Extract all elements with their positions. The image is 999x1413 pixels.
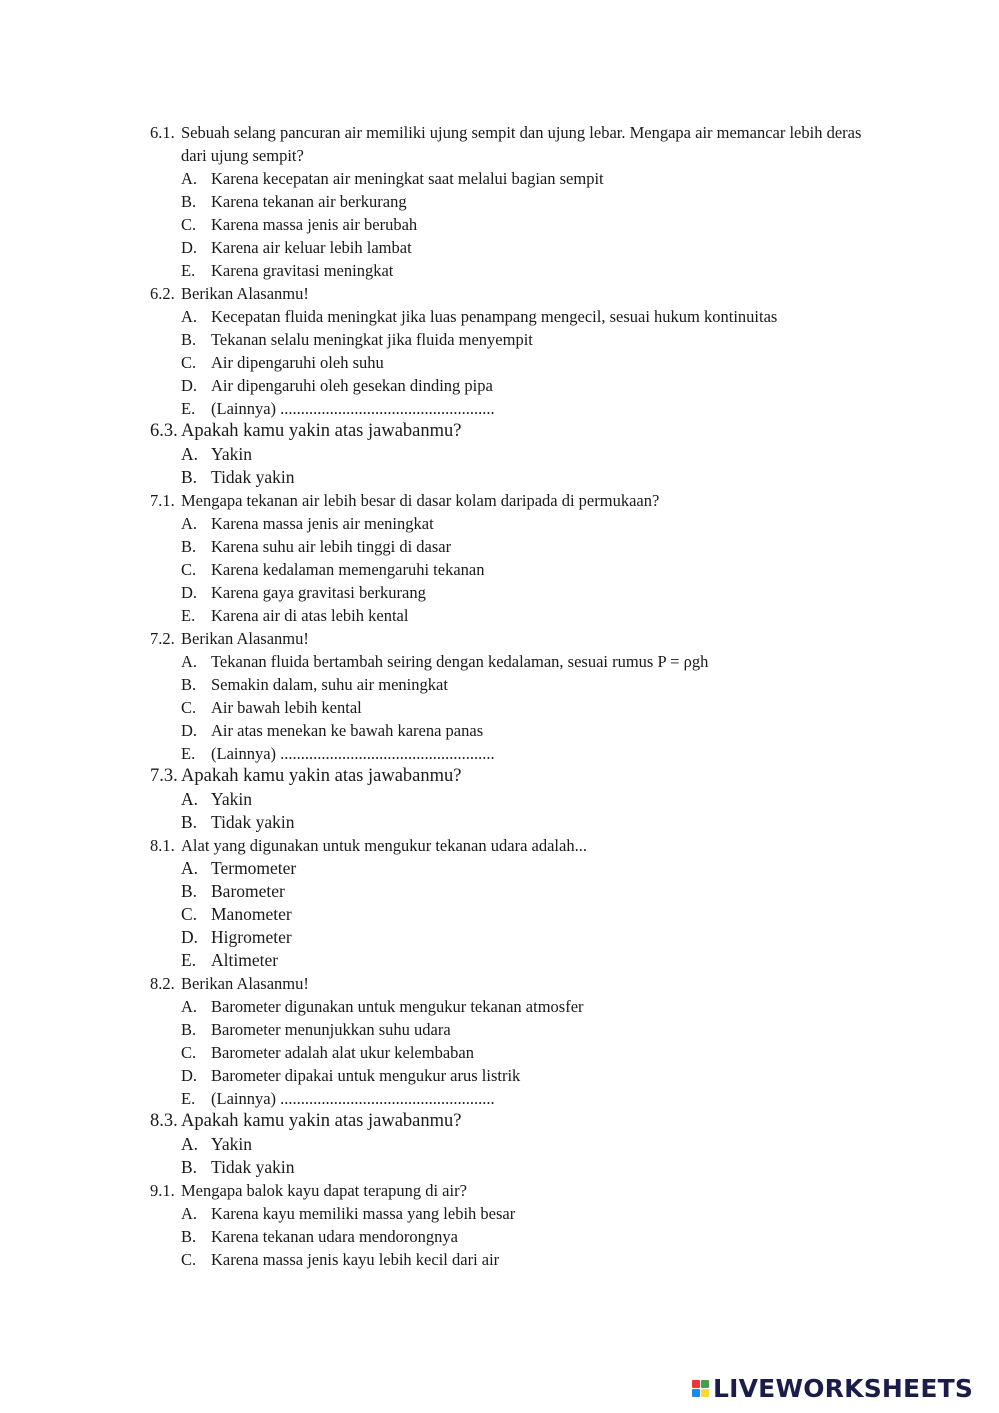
option-letter: D.	[181, 238, 198, 257]
option-6-1-e[interactable]	[150, 259, 890, 282]
option-text: Altimeter	[211, 950, 279, 970]
option-text: Termometer	[211, 858, 297, 878]
logo-square-yellow	[701, 1389, 709, 1397]
option-9-1-c[interactable]	[150, 1248, 890, 1271]
question-6-1	[150, 121, 890, 167]
option-letter: E.	[181, 1089, 196, 1108]
question-text: Berikan Alasanmu!	[181, 974, 309, 993]
option-letter: E.	[181, 950, 197, 970]
option-letter: D.	[181, 721, 198, 740]
question-number: 9.1.	[150, 1181, 175, 1200]
option-7-2-a[interactable]	[150, 650, 890, 673]
option-letter: D.	[181, 583, 198, 602]
question-number: 6.1.	[150, 123, 175, 142]
option-letter: A.	[181, 307, 198, 326]
option-letter: C.	[181, 1043, 197, 1062]
question-number: 7.1.	[150, 491, 175, 510]
question-text: Mengapa tekanan air lebih besar di dasar kolam daripada di permukaan?	[181, 491, 660, 510]
question-text: Mengapa balok kayu dapat terapung di air?	[181, 1181, 467, 1200]
option-8-1-a[interactable]	[150, 857, 890, 880]
option-text: Karena kedalaman memengaruhi tekanan	[211, 560, 485, 579]
logo-square-blue	[692, 1389, 700, 1397]
option-text: Barometer digunakan untuk mengukur tekanan atmosfer	[211, 997, 584, 1016]
option-text: Higrometer	[211, 927, 292, 947]
option-text: Karena kayu memiliki massa yang lebih besar	[211, 1204, 516, 1223]
option-9-1-a[interactable]	[150, 1202, 890, 1225]
option-6-2-c[interactable]	[150, 351, 890, 374]
option-text: Karena gaya gravitasi berkurang	[211, 583, 426, 602]
option-letter: D.	[181, 1066, 198, 1085]
option-8-3-b[interactable]	[150, 1156, 890, 1179]
option-7-3-a[interactable]	[150, 788, 890, 811]
option-text: (Lainnya) ....................................................	[211, 744, 495, 763]
option-letter: D.	[181, 927, 199, 947]
option-6-2-b[interactable]	[150, 328, 890, 351]
option-letter: A.	[181, 789, 199, 809]
option-letter: B.	[181, 467, 198, 487]
option-text: Karena massa jenis kayu lebih kecil dari air	[211, 1250, 500, 1269]
option-letter: C.	[181, 698, 197, 717]
option-letter: A.	[181, 1134, 199, 1154]
logo-square-red	[692, 1380, 700, 1388]
option-text: Karena air keluar lebih lambat	[211, 238, 412, 257]
option-6-2-a[interactable]	[150, 305, 890, 328]
option-text: Barometer menunjukkan suhu udara	[211, 1020, 451, 1039]
option-text: Air dipengaruhi oleh gesekan dinding pipa	[211, 376, 493, 395]
question-7-1	[150, 489, 890, 512]
option-7-1-d[interactable]	[150, 581, 890, 604]
question-6-2	[150, 282, 890, 305]
option-8-2-d[interactable]	[150, 1064, 890, 1087]
option-text: Tekanan selalu meningkat jika fluida menyempit	[211, 330, 533, 349]
option-text: Tidak yakin	[211, 812, 295, 832]
option-letter: A.	[181, 514, 198, 533]
option-text: Yakin	[211, 1134, 253, 1154]
option-letter: A.	[181, 652, 198, 671]
option-letter: B.	[181, 192, 197, 211]
question-7-3	[150, 765, 890, 788]
option-7-2-e[interactable]	[150, 742, 890, 765]
option-8-2-a[interactable]	[150, 995, 890, 1018]
question-number: 6.3.	[150, 421, 178, 441]
question-number: 8.2.	[150, 974, 175, 993]
option-text: Barometer adalah alat ukur kelembaban	[211, 1043, 474, 1062]
option-letter: A.	[181, 1204, 198, 1223]
option-letter: C.	[181, 353, 197, 372]
option-8-1-e[interactable]	[150, 949, 890, 972]
option-text: Tidak yakin	[211, 1157, 295, 1177]
option-6-3-a[interactable]	[150, 443, 890, 466]
option-letter: B.	[181, 330, 197, 349]
option-7-2-c[interactable]	[150, 696, 890, 719]
brand-name: LIVEWORKSHEETS	[713, 1374, 974, 1403]
logo-square-green	[701, 1380, 709, 1388]
question-number: 6.2.	[150, 284, 175, 303]
question-text: Alat yang digunakan untuk mengukur tekanan udara adalah...	[181, 836, 587, 855]
option-7-1-c[interactable]	[150, 558, 890, 581]
option-7-1-e[interactable]	[150, 604, 890, 627]
option-text: Air dipengaruhi oleh suhu	[211, 353, 384, 372]
option-text: Karena massa jenis air berubah	[211, 215, 418, 234]
question-number: 8.3.	[150, 1111, 178, 1131]
option-letter: C.	[181, 904, 198, 924]
question-text: Berikan Alasanmu!	[181, 284, 309, 303]
option-letter: B.	[181, 1020, 197, 1039]
option-8-1-d[interactable]	[150, 926, 890, 949]
option-text: Karena air di atas lebih kental	[211, 606, 409, 625]
option-6-2-e[interactable]	[150, 397, 890, 420]
option-text: Karena tekanan air berkurang	[211, 192, 407, 211]
question-text: Sebuah selang pancuran air memiliki ujung sempit dan ujung lebar. Mengapa air memancar lebih deras dari ujung sempit?	[181, 123, 862, 165]
question-9-1	[150, 1179, 890, 1202]
option-8-3-a[interactable]	[150, 1133, 890, 1156]
option-text: Barometer dipakai untuk mengukur arus listrik	[211, 1066, 521, 1085]
option-text: Yakin	[211, 444, 253, 464]
question-text: Apakah kamu yakin atas jawabanmu?	[181, 1111, 462, 1131]
option-text: Karena gravitasi meningkat	[211, 261, 394, 280]
option-letter: C.	[181, 1250, 197, 1269]
option-letter: A.	[181, 858, 199, 878]
option-letter: E.	[181, 399, 196, 418]
option-letter: A.	[181, 444, 199, 464]
option-letter: B.	[181, 881, 198, 901]
option-letter: C.	[181, 560, 197, 579]
option-8-1-b[interactable]	[150, 880, 890, 903]
question-8-1	[150, 834, 890, 857]
question-8-3	[150, 1110, 890, 1133]
option-6-3-b[interactable]	[150, 466, 890, 489]
option-7-2-b[interactable]	[150, 673, 890, 696]
option-letter: E.	[181, 261, 196, 280]
option-6-1-d[interactable]	[150, 236, 890, 259]
option-text: Semakin dalam, suhu air meningkat	[211, 675, 448, 694]
option-text: Tekanan fluida bertambah seiring dengan kedalaman, sesuai rumus P = ρgh	[211, 652, 709, 671]
worksheet-content	[150, 121, 890, 1271]
option-8-2-b[interactable]	[150, 1018, 890, 1041]
liveworksheets-brand	[692, 1374, 973, 1403]
option-9-1-b[interactable]	[150, 1225, 890, 1248]
question-7-2	[150, 627, 890, 650]
option-text: Karena kecepatan air meningkat saat melalui bagian sempit	[211, 169, 604, 188]
option-text: (Lainnya) ....................................................	[211, 399, 495, 418]
option-text: Karena tekanan udara mendorongnya	[211, 1227, 458, 1246]
question-text: Apakah kamu yakin atas jawabanmu?	[181, 766, 462, 786]
option-8-1-c[interactable]	[150, 903, 890, 926]
option-letter: E.	[181, 744, 196, 763]
option-8-2-c[interactable]	[150, 1041, 890, 1064]
option-text: Air atas menekan ke bawah karena panas	[211, 721, 484, 740]
option-text: (Lainnya) ....................................................	[211, 1089, 495, 1108]
option-letter: A.	[181, 997, 198, 1016]
option-letter: B.	[181, 812, 198, 832]
option-7-3-b[interactable]	[150, 811, 890, 834]
option-letter: A.	[181, 169, 198, 188]
option-7-1-a[interactable]	[150, 512, 890, 535]
question-text: Berikan Alasanmu!	[181, 629, 309, 648]
option-text: Air bawah lebih kental	[211, 698, 362, 717]
question-number: 7.2.	[150, 629, 175, 648]
option-letter: B.	[181, 675, 197, 694]
question-text: Apakah kamu yakin atas jawabanmu?	[181, 421, 462, 441]
option-text: Barometer	[211, 881, 285, 901]
option-text: Tidak yakin	[211, 467, 295, 487]
question-8-2	[150, 972, 890, 995]
liveworksheets-logo-icon	[692, 1380, 709, 1397]
option-6-2-d[interactable]	[150, 374, 890, 397]
option-6-1-a[interactable]	[150, 167, 890, 190]
question-number: 7.3.	[150, 766, 178, 786]
option-7-2-d[interactable]	[150, 719, 890, 742]
option-text: Manometer	[211, 904, 292, 924]
option-text: Karena massa jenis air meningkat	[211, 514, 434, 533]
option-8-2-e[interactable]	[150, 1087, 890, 1110]
option-letter: D.	[181, 376, 198, 395]
option-text: Yakin	[211, 789, 253, 809]
option-6-1-b[interactable]	[150, 190, 890, 213]
option-letter: B.	[181, 1157, 198, 1177]
option-6-1-c[interactable]	[150, 213, 890, 236]
question-number: 8.1.	[150, 836, 175, 855]
option-7-1-b[interactable]	[150, 535, 890, 558]
option-text: Kecepatan fluida meningkat jika luas penampang mengecil, sesuai hukum kontinuitas	[211, 307, 778, 326]
question-6-3	[150, 420, 890, 443]
option-letter: E.	[181, 606, 196, 625]
option-letter: B.	[181, 1227, 197, 1246]
option-letter: B.	[181, 537, 197, 556]
option-letter: C.	[181, 215, 197, 234]
option-text: Karena suhu air lebih tinggi di dasar	[211, 537, 452, 556]
